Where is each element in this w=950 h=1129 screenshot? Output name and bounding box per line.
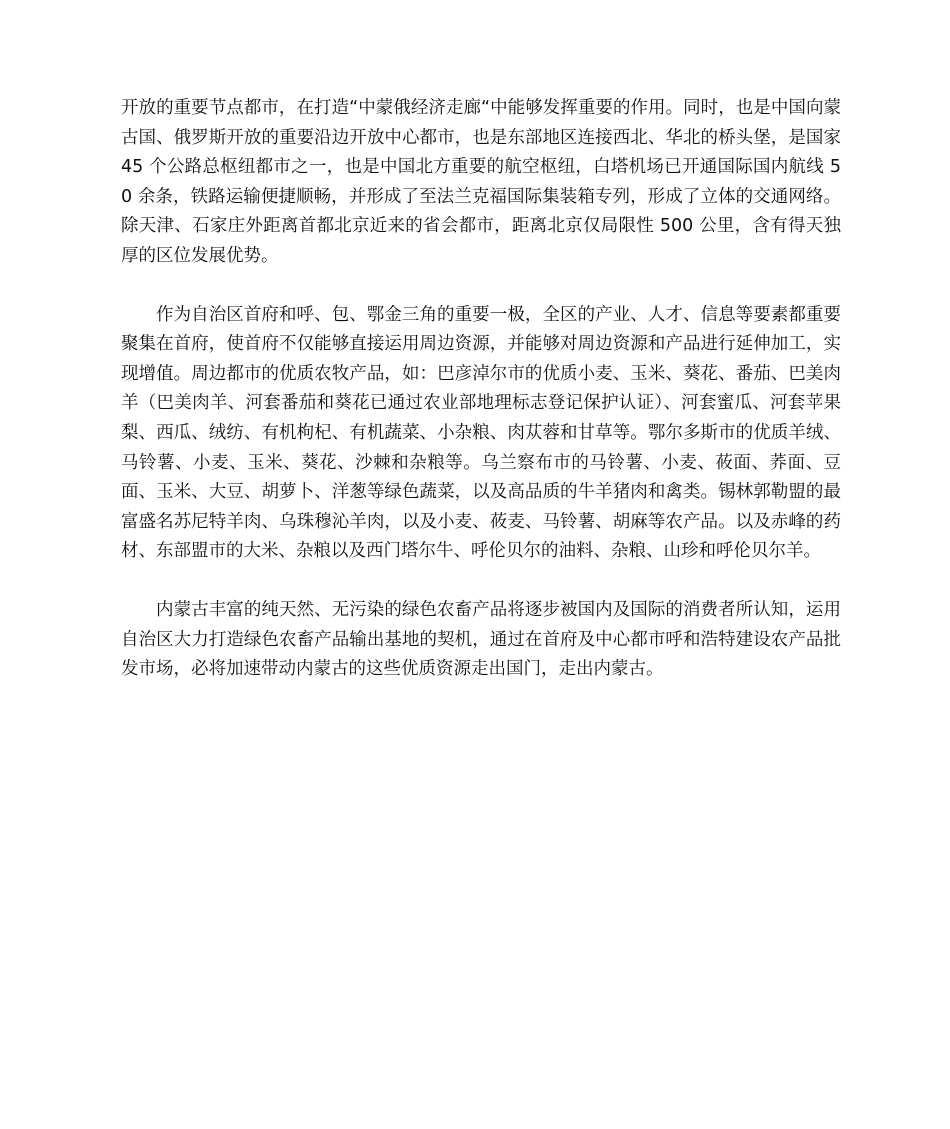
paragraph-3: 内蒙古丰富的纯天然、无污染的绿色农畜产品将逐步被国内及国际的消费者所认知，运用自治区大力打造绿色农畜产品输出基地的契机，通过在首府及中心都市呼和浩特建设农产品批发市场，必将加速带动内蒙古的这些优质资源走出国门，走出内蒙古。 <box>121 599 841 680</box>
document-body <box>121 94 841 714</box>
paragraph-1: 开放的重要节点都市，在打造“中蒙俄经济走廊“中能够发挥重要的作用。同时，也是中国向蒙古国、俄罗斯开放的重要沿边开放中心都市，也是东部地区连接西北、华北的桥头堡，是国家 45 个公路总枢纽都市之一，也是中国北方重要的航空枢纽，白塔机场已开通国际国内航线 50 余条，铁路运输便捷顺畅，并形成了至法兰克福国际集装箱专列，形成了立体的交通网络。除天津、石家庄外距离首都北京近来的省会都市，距离北京仅局限性 500 公里，含有得天独厚的区位发展优势。 <box>121 98 841 266</box>
paragraph-2: 作为自治区首府和呼、包、鄂金三角的重要一极，全区的产业、人才、信息等要素都重要聚集在首府，使首府不仅能够直接运用周边资源，并能够对周边资源和产品进行延伸加工，实现增值。周边都市的优质农牧产品，如：巴彦淖尔市的优质小麦、玉米、葵花、番茄、巴美肉羊（巴美肉羊、河套番茄和葵花已通过农业部地理标志登记保护认证）、河套蜜瓜、河套苹果梨、西瓜、绒纺、有机枸杞、有机蔬菜、小杂粮、肉苁蓉和甘草等。鄂尔多斯市的优质羊绒、马铃薯、小麦、玉米、葵花、沙棘和杂粮等。乌兰察布市的马铃薯、小麦、莜面、荞面、豆面、玉米、大豆、胡萝卜、洋葱等绿色蔬菜，以及高品质的牛羊猪肉和禽类。锡林郭勒盟的最富盛名苏尼特羊肉、乌珠穆沁羊肉，以及小麦、莜麦、马铃薯、胡麻等农产品。以及赤峰的药材、东部盟市的大米、杂粮以及西门塔尔牛、呼伦贝尔的油料、杂粮、山珍和呼伦贝尔羊。 <box>121 304 841 562</box>
